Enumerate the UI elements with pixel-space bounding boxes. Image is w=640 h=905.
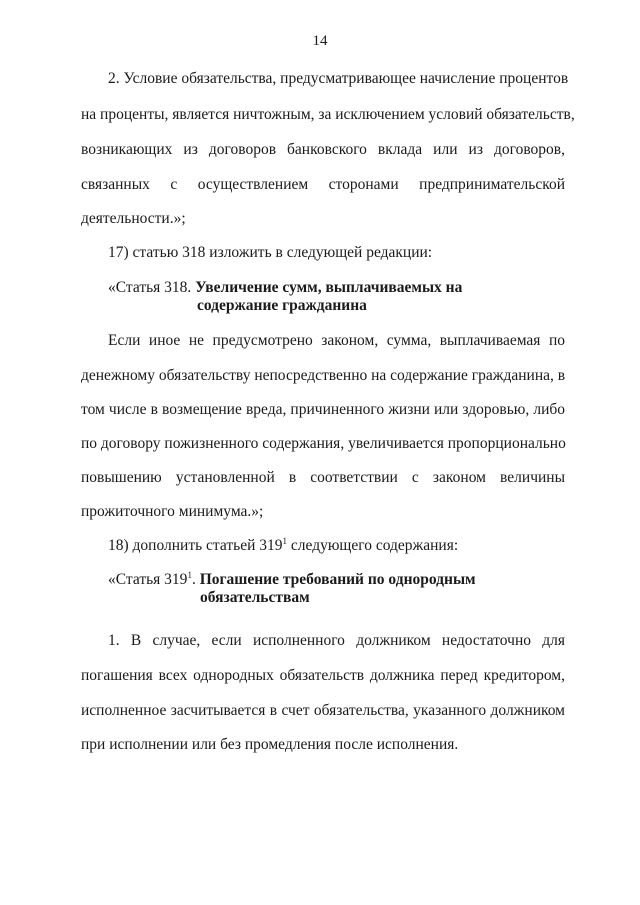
article-318-title-line-1: Увеличение сумм, выплачиваемых на (195, 279, 463, 296)
page-number: 14 (312, 33, 328, 49)
article-318-body-line-3: том числе в возмещение вреда, причиненного жизни или здоровью, либо (81, 401, 565, 418)
article-319-1-body-line-2: погашения всех однородных обязательств должника перед кредитором, (81, 667, 565, 684)
paragraph-2-line-2: на проценты, является ничтожным, за исключением условий обязательств, (81, 106, 575, 123)
paragraph-2-line-4: связанных с осуществлением сторонами предпринимательской (81, 176, 565, 193)
article-319-1-title-line-2: обязательствам (200, 589, 310, 606)
article-319-1-superscript: 1 (187, 570, 192, 580)
paragraph-2-line-1: 2. Условие обязательства, предусматривающее начисление процентов (108, 70, 569, 87)
article-319-1-body-line-4: при исполнении или без промедления после исполнения. (81, 736, 459, 753)
article-318-body-line-1: Если иное не предусмотрено законом, сумма, выплачиваемая по (108, 332, 565, 349)
article-318-heading (108, 279, 565, 297)
article-319-1-body-line-1: 1. В случае, если исполненного должником недостаточно для (108, 632, 565, 649)
article-318-body-line-2: денежному обязательству непосредственно на содержание гражданина, в (81, 367, 566, 384)
article-318-body-line-6: прожиточного минимума.»; (81, 503, 264, 520)
article-319-1-body-line-3: исполненное засчитывается в счет обязательства, указанного должником (81, 702, 565, 719)
article-318-title-line-2-row (197, 297, 640, 315)
article-319-1-title-line-1: Погашение требований по однородным (199, 571, 476, 588)
article-318-title-line-2: содержание гражданина (197, 297, 367, 314)
article-319-1-title-line-2-row (200, 589, 640, 607)
article-319-1-prefix-end: . (191, 571, 196, 588)
item-18-before: 18) дополнить статьей 319 (108, 537, 283, 554)
item-18-after: следующего содержания: (287, 537, 459, 554)
item-17-text: 17) статью 318 изложить в следующей редакции: (108, 244, 433, 261)
article-319-1-heading (108, 571, 565, 589)
paragraph-2-line-5: деятельности.»; (81, 210, 186, 227)
paragraph-2-line-3: возникающих из договоров банковского вклада или из договоров, (81, 141, 565, 158)
article-318-body-line-4: по договору пожизненного содержания, увеличивается пропорционально (81, 435, 566, 452)
item-18-superscript: 1 (282, 536, 288, 546)
article-318-prefix: «Статья 318. (108, 279, 192, 296)
item-18-text (108, 537, 565, 555)
article-318-body-line-5: повышению установленной в соответствии с законом величины (81, 469, 565, 486)
article-319-1-prefix: «Статья 319 (108, 571, 188, 588)
